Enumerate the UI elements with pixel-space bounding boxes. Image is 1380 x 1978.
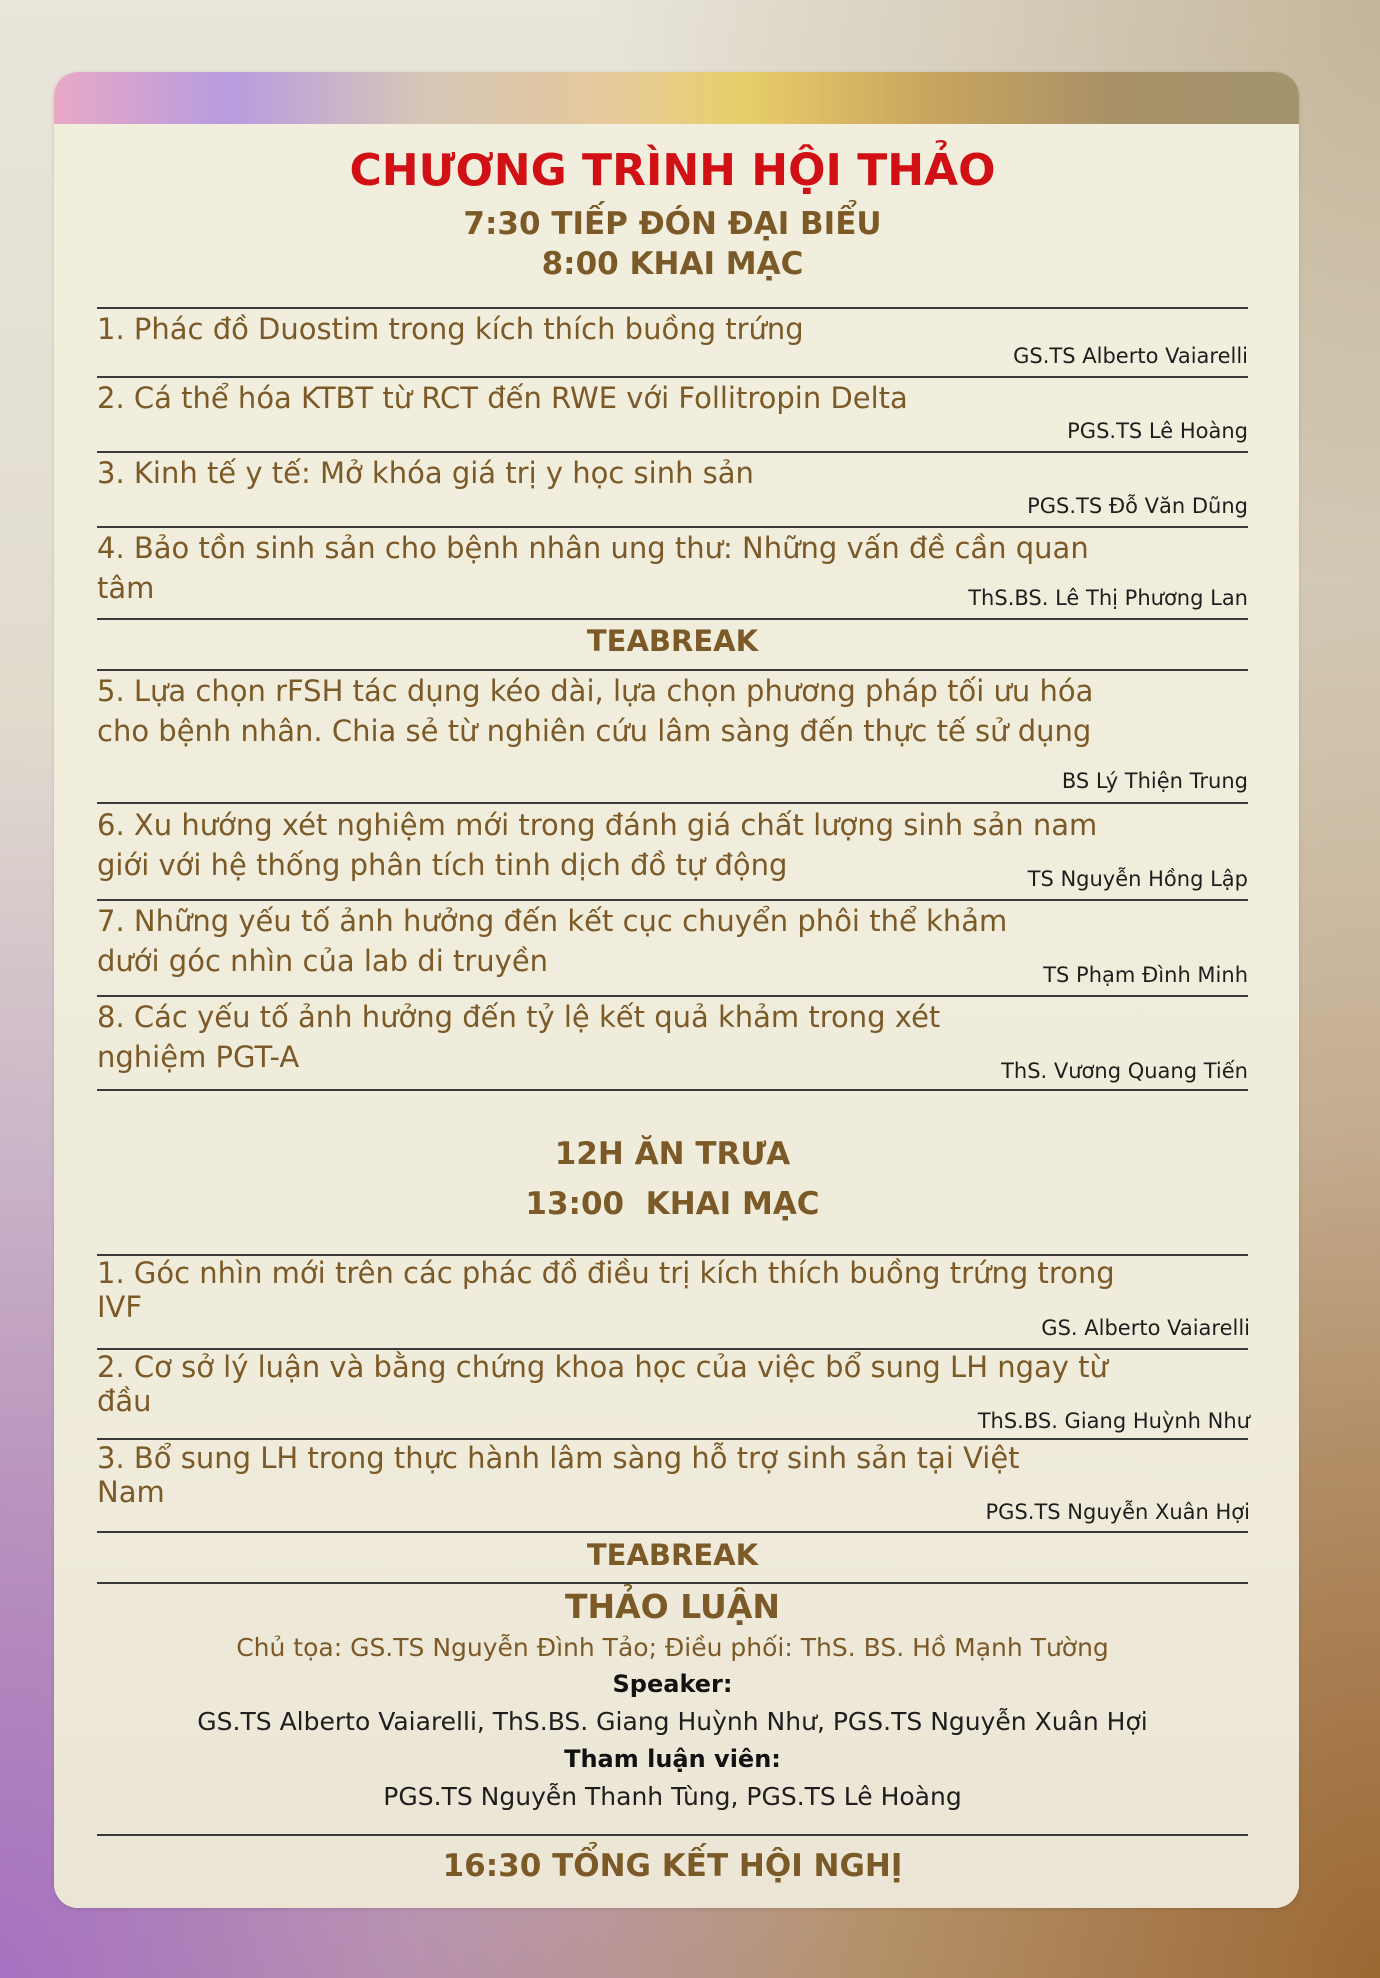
session-topic: 2. Cơ sở lý luận và bằng chứng khoa học của việc bổ sung LH ngay từ đầu xyxy=(97,1350,1108,1418)
session-speaker: ThS.BS. Giang Huỳnh Như xyxy=(977,1409,1250,1433)
session-speaker: ThS. Vương Quang Tiến xyxy=(1001,1059,1248,1083)
divider xyxy=(97,1582,1248,1584)
divider xyxy=(97,1089,1248,1091)
session-speaker: BS Lý Thiện Trung xyxy=(1061,769,1248,793)
discussion-title: THẢO LUẬN xyxy=(564,1587,780,1626)
divider xyxy=(97,802,1248,804)
discussion-speakers: GS.TS Alberto Vaiarelli, ThS.BS. Giang Huỳnh Như, PGS.TS Nguyễn Xuân Hợi xyxy=(197,1707,1148,1736)
session-speaker: PGS.TS Đỗ Văn Dũng xyxy=(1027,494,1248,518)
session-speaker: ThS.BS. Lê Thị Phương Lan xyxy=(968,586,1248,610)
session-topic: 4. Bảo tồn sinh sản cho bệnh nhân ung thư: Những vấn đề cần quan tâm xyxy=(97,531,1089,605)
divider xyxy=(97,1834,1248,1836)
session-topic: 8. Các yếu tố ảnh hưởng đến tỷ lệ kết quả khảm trong xét nghiệm PGT-A xyxy=(97,1000,941,1074)
morning-opening: 8:00 KHAI MẠC xyxy=(541,246,804,282)
session-topic: 6. Xu hướng xét nghiệm mới trong đánh giá chất lượng sinh sản nam giới với hệ thống phân tích tinh dịch đồ tự động xyxy=(97,808,1098,882)
session-topic: 1. Góc nhìn mới trên các phác đồ điều trị kích thích buồng trứng trong IVF xyxy=(97,1256,1115,1324)
teabreak-1: TEABREAK xyxy=(586,624,759,658)
session-topic: 7. Những yếu tố ảnh hưởng đến kết cục chuyển phôi thể khảm dưới góc nhìn của lab di truyền xyxy=(97,904,1008,978)
lunch-break: 12H ĂN TRƯA xyxy=(554,1136,791,1172)
divider xyxy=(97,1438,1248,1440)
session-speaker: TS Phạm Đình Minh xyxy=(1043,963,1248,987)
morning-reception: 7:30 TIẾP ĐÓN ĐẠI BIỂU xyxy=(463,206,882,242)
session-topic: 2. Cá thể hóa KTBT từ RCT đến RWE với Follitropin Delta xyxy=(97,381,908,415)
session-topic: 1. Phác đồ Duostim trong kích thích buồng trứng xyxy=(97,312,804,346)
speaker-heading: Speaker: xyxy=(612,1670,733,1698)
divider xyxy=(97,618,1248,620)
gradient-header-band xyxy=(54,72,1299,124)
discussion-chair: Chủ tọa: GS.TS Nguyễn Đình Tảo; Điều phối: ThS. BS. Hồ Mạnh Tường xyxy=(236,1633,1109,1662)
teabreak-2: TEABREAK xyxy=(586,1538,759,1572)
divider xyxy=(97,1531,1248,1533)
program-title: CHƯƠNG TRÌNH HỘI THẢO xyxy=(349,145,996,196)
session-speaker: PGS.TS Nguyễn Xuân Hợi xyxy=(985,1500,1250,1524)
session-speaker: GS. Alberto Vaiarelli xyxy=(1041,1316,1250,1340)
session-speaker: PGS.TS Lê Hoàng xyxy=(1067,419,1248,443)
session-topic: 5. Lựa chọn rFSH tác dụng kéo dài, lựa chọn phương pháp tối ưu hóa cho bệnh nhân. Chia sẻ từ nghiên cứu lâm sàng đến thực tế sử dụng xyxy=(97,674,1094,748)
program-card xyxy=(54,72,1299,1908)
closing-session: 16:30 TỔNG KẾT HỘI NGHỊ xyxy=(442,1848,903,1884)
session-speaker: TS Nguyễn Hồng Lập xyxy=(1027,867,1248,891)
discussion-panelists: PGS.TS Nguyễn Thanh Tùng, PGS.TS Lê Hoàng xyxy=(383,1782,962,1811)
session-topic: 3. Kinh tế y tế: Mở khóa giá trị y học sinh sản xyxy=(97,456,754,490)
panel-heading: Tham luận viên: xyxy=(564,1745,781,1773)
session-topic: 3. Bổ sung LH trong thực hành lâm sàng hỗ trợ sinh sản tại Việt Nam xyxy=(97,1441,1020,1509)
afternoon-opening: 13:00 KHAI MẠC xyxy=(525,1186,820,1222)
session-speaker: GS.TS Alberto Vaiarelli xyxy=(1013,344,1248,368)
